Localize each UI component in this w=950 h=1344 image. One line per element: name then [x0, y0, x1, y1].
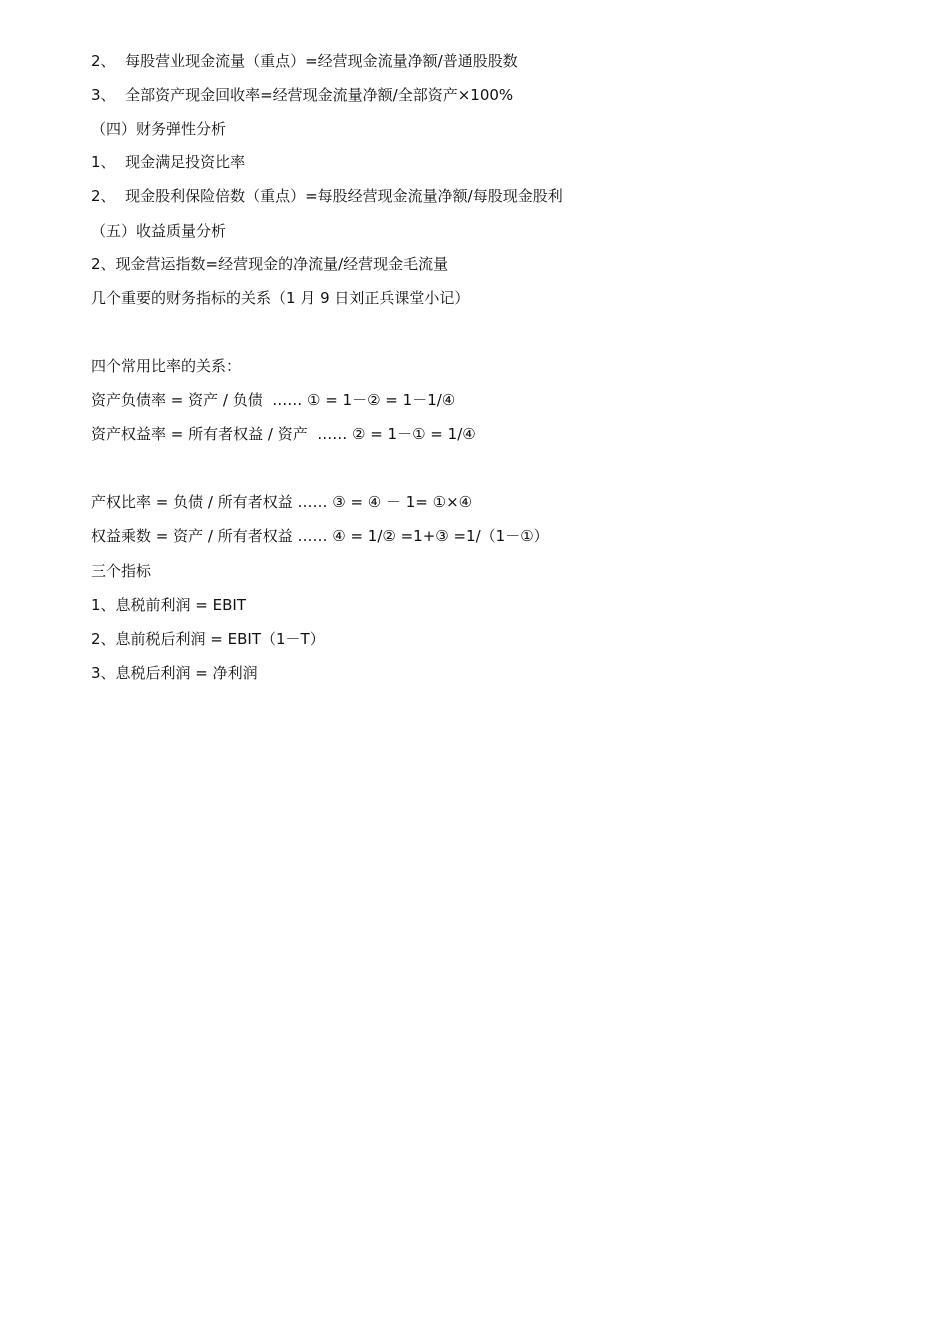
section-heading-financial-flexibility: （四）财务弹性分析: [91, 120, 227, 138]
section-heading-earnings-quality: （五）收益质量分析: [91, 222, 227, 240]
formula-property-ratio: 产权比率 = 负债 / 所有者权益 …… ③ = ④ － 1= ①×④: [91, 493, 473, 511]
heading-three-indicators: 三个指标: [91, 562, 152, 580]
text-line-cash-operating-index: 2、现金营运指数=经营现金的净流量/经营现金毛流量: [91, 255, 449, 273]
text-line-ebit: 1、息税前利润 = EBIT: [91, 596, 247, 614]
text-line-asset-cash-recovery: 3、 全部资产现金回收率=经营现金流量净额/全部资产×100%: [91, 86, 514, 104]
text-line-net-profit: 3、息税后利润 = 净利润: [91, 664, 258, 682]
text-line-cash-investment-ratio: 1、 现金满足投资比率: [91, 153, 246, 171]
heading-indicator-relations: 几个重要的财务指标的关系（1 月 9 日刘正兵课堂小记）: [91, 289, 470, 307]
text-line-dividend-coverage: 2、 现金股利保险倍数（重点）=每股经营现金流量净额/每股现金股利: [91, 187, 563, 205]
text-line-operating-cash-per-share: 2、 每股营业现金流量（重点）=经营现金流量净额/普通股股数: [91, 52, 518, 70]
formula-debt-ratio: 资产负债率 = 资产 / 负债 …… ① = 1－② = 1－1/④: [91, 391, 456, 409]
heading-four-ratios: 四个常用比率的关系：: [91, 357, 242, 375]
formula-equity-multiplier: 权益乘数 = 资产 / 所有者权益 …… ④ = 1/② =1+③ =1/（1－①）: [91, 527, 549, 545]
text-line-ebit-after-tax: 2、息前税后利润 = EBIT（1－T）: [91, 630, 325, 648]
formula-equity-ratio: 资产权益率 = 所有者权益 / 资产 …… ② = 1－① = 1/④: [91, 425, 476, 443]
